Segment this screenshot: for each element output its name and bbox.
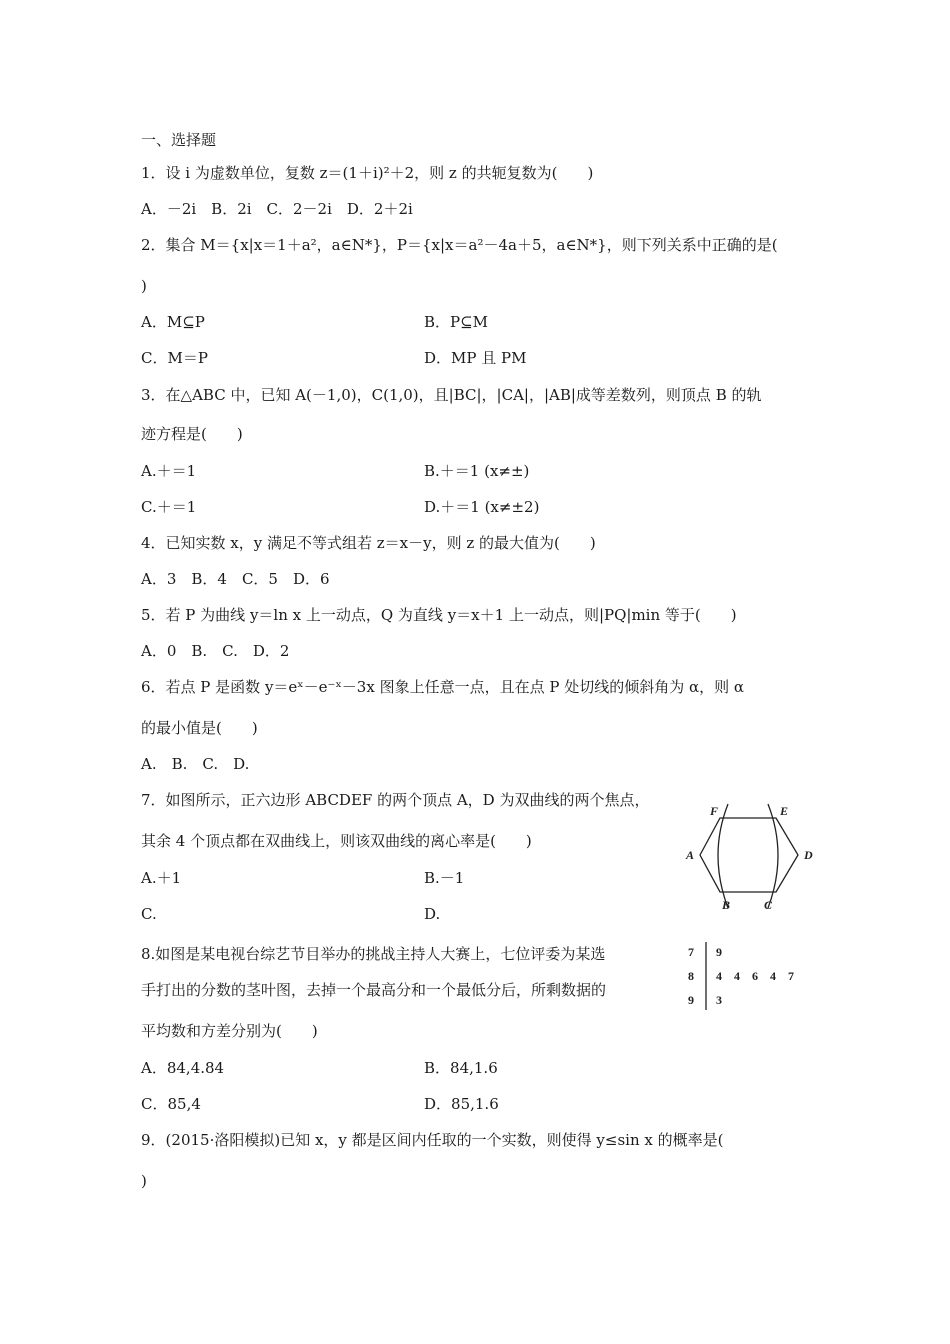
q8-option-a: A．84,4.84 (141, 1059, 225, 1077)
stem-leaf-plot (684, 940, 816, 1012)
q4-options: A．3 B．4 C．5 D．6 (141, 570, 330, 588)
q2-option-b: B．P⊆M (424, 313, 489, 331)
leaves-7: 9 (716, 945, 722, 959)
q3-option-b: B.＋＝1 (x≠±) (424, 462, 530, 480)
label-a: A (686, 848, 695, 862)
q8-stem: 8.如图是某电视台综艺节目举办的挑战主持人大赛上，七位评委为某选 (141, 945, 606, 963)
label-d: D (804, 848, 813, 862)
q6-stem: 6．若点 P 是函数 y＝eˣ－e⁻ˣ－3x 图象上任意一点，且在点 P 处切线的倾斜角为 α，则 α (141, 678, 744, 696)
stem-7: 7 (688, 945, 694, 959)
label-f: F (710, 804, 719, 818)
q8-stem-cont2: 平均数和方差分别为( ) (141, 1022, 318, 1040)
q4-stem: 4．已知实数 x，y 满足不等式组若 z＝x－y，则 z 的最大值为( ) (141, 534, 596, 552)
q7-option-d: D. (424, 905, 441, 923)
q8-stem-cont: 手打出的分数的茎叶图，去掉一个最高分和一个最低分后，所剩数据的 (141, 981, 607, 999)
label-e: E (780, 804, 789, 818)
q6-stem-cont: 的最小值是( ) (141, 719, 258, 737)
q7-stem-cont: 其余 4 个顶点都在双曲线上，则该双曲线的离心率是( ) (141, 832, 532, 850)
q8-option-b: B．84,1.6 (424, 1059, 498, 1077)
q3-option-d: D.＋＝1 (x≠±2) (424, 498, 540, 516)
q8-option-c: C．85,4 (141, 1095, 201, 1113)
stem-8: 8 (688, 969, 694, 983)
q1-stem: 1．设 i 为虚数单位，复数 z＝(1＋i)²＋2，则 z 的共轭复数为( ) (141, 164, 594, 182)
q2-option-d: D．MP 且 PM (424, 349, 527, 367)
q9-stem: 9．(2015·洛阳模拟)已知 x，y 都是区间内任取的一个实数，则使得 y≤sin x 的概率是( (141, 1131, 724, 1149)
q6-options: A. B. C. D. (141, 755, 250, 773)
q3-option-a: A.＋＝1 (141, 462, 197, 480)
q9-stem-cont: ) (141, 1172, 147, 1190)
q2-stem-cont: ) (141, 277, 147, 295)
q7-option-a: A.＋1 (141, 869, 182, 887)
q8-option-d: D．85,1.6 (424, 1095, 499, 1113)
q2-option-c: C．M＝P (141, 349, 208, 367)
q2-stem: 2．集合 M＝{x|x＝1＋a²，a∈N*}，P＝{x|x＝a²－4a＋5，a∈N*}，则下列关系中正确的是( (141, 236, 778, 254)
q1-options: A．－2i B．2i C．2－2i D．2＋2i (141, 200, 413, 218)
hexagon-shape (700, 818, 798, 892)
q3-stem-cont: 迹方程是( ) (141, 425, 243, 443)
q7-option-b: B.－1 (424, 869, 465, 887)
q7-option-c: C. (141, 905, 157, 923)
q5-stem: 5．若 P 为曲线 y＝ln x 上一动点，Q 为直线 y＝x＋1 上一动点，则|PQ|min 等于( ) (141, 606, 737, 624)
q2-option-a: A．M⊆P (141, 313, 205, 331)
label-c: C (764, 898, 773, 912)
q3-stem: 3．在△ABC 中，已知 A(－1,0)，C(1,0)，且|BC|，|CA|，|AB|成等差数列，则顶点 B 的轨 (141, 386, 762, 404)
section-title: 一、选择题 (141, 131, 217, 149)
q7-stem: 7．如图所示，正六边形 ABCDEF 的两个顶点 A，D 为双曲线的两个焦点， (141, 791, 650, 809)
q3-option-c: C.＋＝1 (141, 498, 197, 516)
leaves-8: 4 4 6 4 7 (716, 969, 795, 983)
leaves-9: 3 (716, 993, 722, 1007)
hexagon-hyperbola-figure (678, 798, 820, 916)
label-b: B (722, 898, 731, 912)
q5-options: A．0 B. C. D．2 (141, 642, 290, 660)
stem-9: 9 (688, 993, 694, 1007)
